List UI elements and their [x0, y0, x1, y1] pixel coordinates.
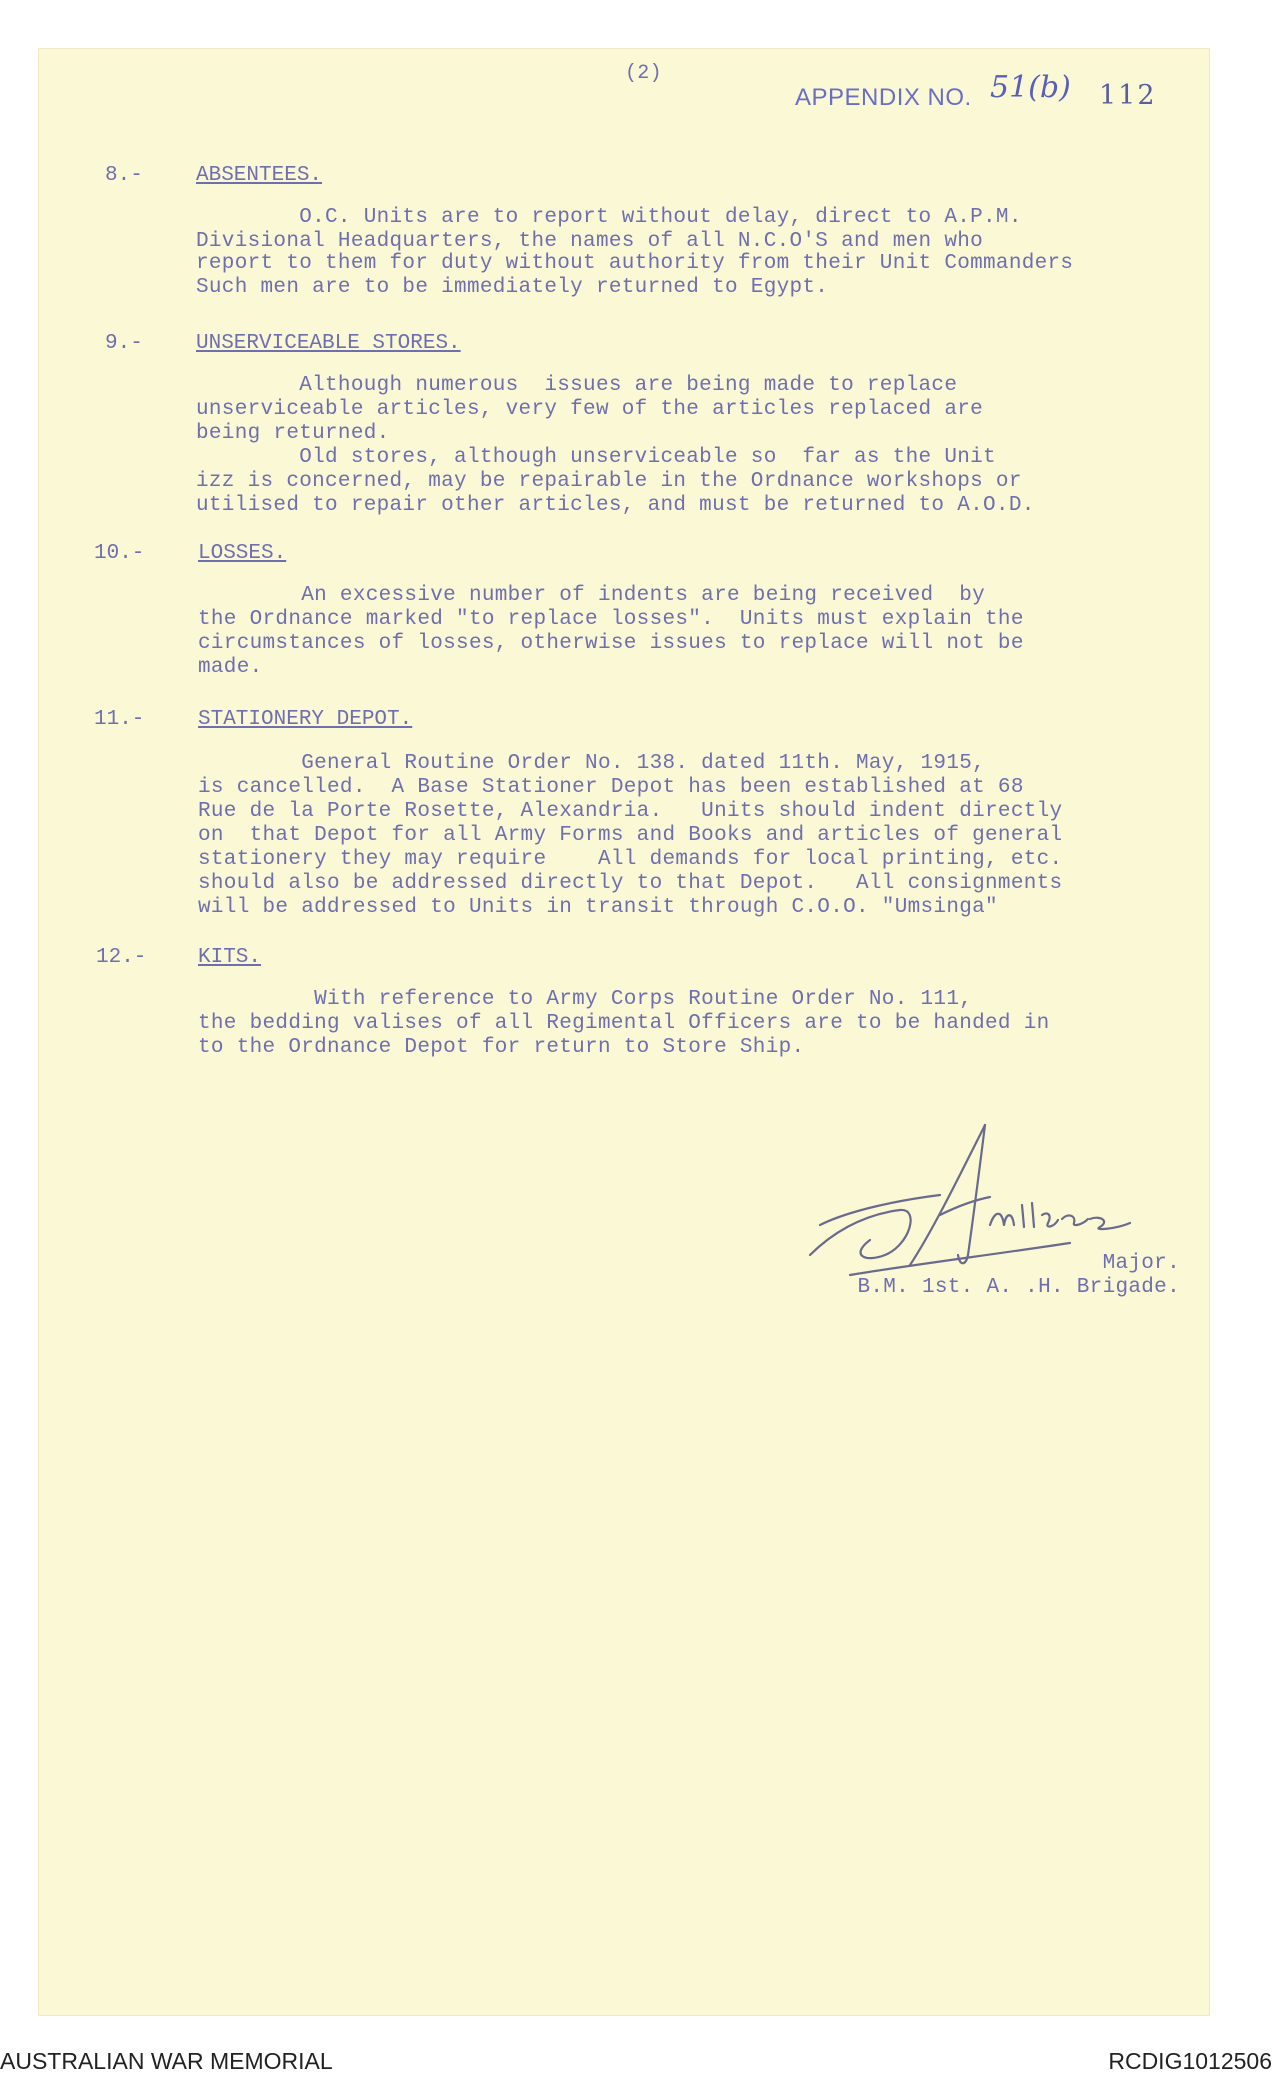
signatory-position: B.M. 1st. A. .H. Brigade. [857, 1276, 1180, 1299]
body-line: O.C. Units are to report without delay, direct to A.P.M. [196, 206, 1022, 229]
body-line: circumstances of losses, otherwise issues to replace will not be [198, 632, 1024, 655]
body-line: being returned. [196, 422, 390, 445]
body-line: General Routine Order No. 138. dated 11th. May, 1915, [198, 752, 986, 775]
section-title: KITS. [198, 946, 262, 969]
body-line: unserviceable articles, very few of the articles replaced are [196, 398, 984, 421]
signature-block [800, 1252, 1180, 1300]
body-line: Divisional Headquarters, the names of all N.C.O'S and men who [196, 230, 984, 253]
body-line: report to them for duty without authority from their Unit Commanders [196, 252, 1074, 275]
appendix-stamp: APPENDIX NO. [795, 84, 972, 111]
body-line: Such men are to be immediately returned to Egypt. [196, 276, 829, 299]
body-line: Although numerous issues are being made to replace [196, 374, 958, 397]
section-title: ABSENTEES. [196, 164, 323, 187]
body-line: Old stores, although unserviceable so far as the Unit [196, 446, 996, 469]
body-line: An excessive number of indents are being received by [198, 584, 986, 607]
body-line: should also be addressed directly to that Depot. All consignments [198, 872, 1063, 895]
body-line: the Ordnance marked "to replace losses". Units must explain the [198, 608, 1024, 631]
footer-record-id: RCDIG1012506 [1108, 2048, 1272, 2074]
body-line: With reference to Army Corps Routine Order No. 111, [198, 988, 973, 1011]
body-line: stationery they may require All demands for local printing, etc. [198, 848, 1063, 871]
section-number: 8.- [105, 164, 143, 187]
section-number: 11.- [94, 708, 145, 731]
body-line: made. [198, 656, 263, 679]
section-title: STATIONERY DEPOT. [198, 708, 413, 731]
body-line: izz is concerned, may be repairable in the Ordnance workshops or [196, 470, 1022, 493]
folio-number: 112 [1099, 80, 1157, 111]
body-line: the bedding valises of all Regimental Officers are to be handed in [198, 1012, 1050, 1035]
body-line: to the Ordnance Depot for return to Store Ship. [198, 1036, 805, 1059]
body-line: utilised to repair other articles, and must be returned to A.O.D. [196, 494, 1035, 517]
body-line: Rue de la Porte Rosette, Alexandria. Units should indent directly [198, 800, 1063, 823]
section-title: LOSSES. [198, 542, 287, 565]
section-number: 9.- [105, 332, 143, 355]
section-number: 12.- [96, 946, 147, 969]
signature-name: A. Williams [990, 1175, 996, 1176]
section-title: UNSERVICEABLE STORES. [196, 332, 461, 355]
body-line: is cancelled. A Base Stationer Depot has been established at 68 [198, 776, 1024, 799]
body-line: will be addressed to Units in transit through C.O.O. "Umsinga" [198, 896, 998, 919]
body-line: on that Depot for all Army Forms and Books and articles of general [198, 824, 1063, 847]
appendix-handwritten-number: 51(b) [990, 70, 1071, 105]
signatory-rank: Major. [1102, 1252, 1180, 1275]
footer-institution: AUSTRALIAN WAR MEMORIAL [0, 2048, 333, 2074]
section-number: 10.- [94, 542, 145, 565]
page-number: (2) [625, 62, 662, 85]
